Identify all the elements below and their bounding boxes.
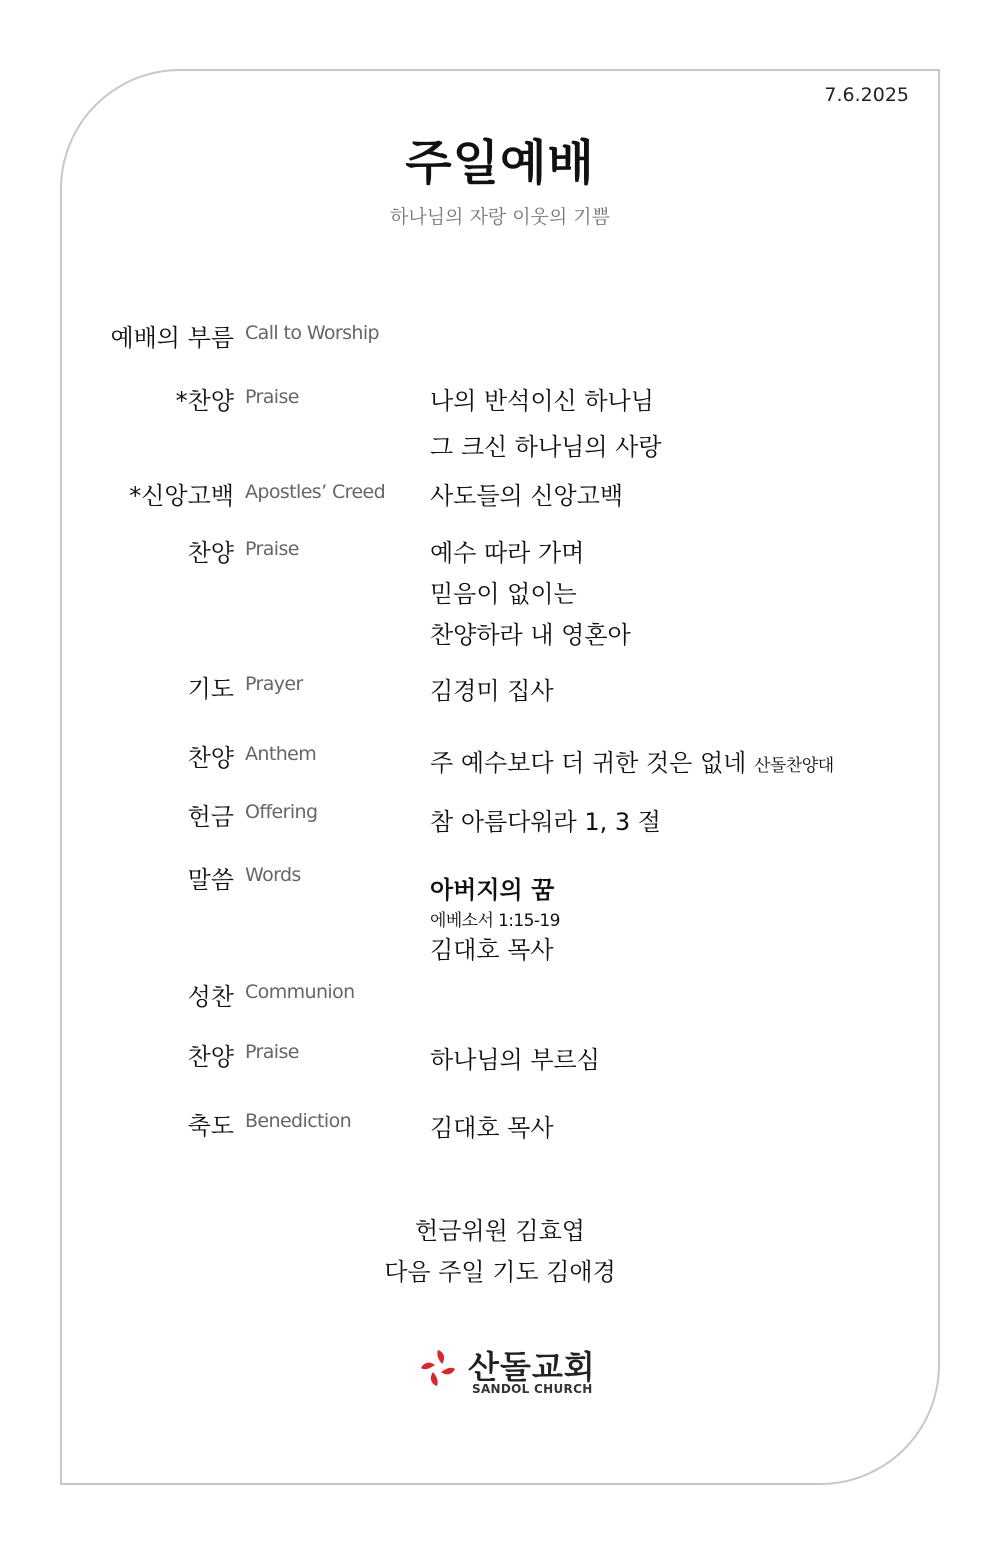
order-value: 예수 따라 가며 (430, 539, 585, 567)
order-value: 찬양하라 내 영혼아 (430, 621, 631, 649)
order-english: Call to Worship (245, 322, 380, 344)
page-subtitle: 하나님의 자랑 이웃의 기쁨 (389, 206, 610, 228)
order-value (430, 743, 834, 778)
order-english: Benediction (245, 1110, 352, 1132)
service-date: 7.6.2025 (824, 84, 909, 106)
order-english: Offering (245, 801, 318, 823)
choir-name: 산돌찬양대 (754, 756, 834, 776)
order-label: *찬양 (175, 387, 234, 415)
order-english: Praise (245, 386, 299, 408)
order-label: 기도 (187, 675, 234, 703)
order-label: 성찬 (187, 983, 234, 1011)
church-logo (418, 1342, 596, 1402)
sermon-title: 아버지의 꿈 (430, 876, 555, 904)
order-english: Anthem (245, 743, 317, 765)
order-value: 참 아름다워라 1, 3 절 (430, 808, 661, 836)
offering-committee: 헌금위원 김효엽 (415, 1217, 585, 1245)
page-title: 주일예배 (405, 135, 595, 191)
scripture-reference: 에베소서 1:15-19 (430, 911, 560, 931)
church-logo-mark-icon (418, 1348, 458, 1388)
order-label: 찬양 (187, 1043, 234, 1071)
order-label: 찬양 (187, 744, 234, 772)
order-label: 축도 (187, 1112, 234, 1140)
order-value: 김대호 목사 (430, 1114, 554, 1142)
order-label: 예배의 부름 (110, 324, 234, 352)
order-english: Communion (245, 981, 355, 1003)
order-value: 하나님의 부르심 (430, 1046, 600, 1074)
preacher: 김대호 목사 (430, 936, 554, 964)
order-label: *신앙고백 (129, 482, 234, 510)
next-week-prayer: 다음 주일 기도 김애경 (384, 1258, 616, 1286)
anthem-title: 주 예수보다 더 귀한 것은 없네 (430, 749, 747, 777)
order-label: 찬양 (187, 539, 234, 567)
order-value: 사도들의 신앙고백 (430, 482, 624, 510)
order-value: 나의 반석이신 하나님 (430, 387, 654, 415)
order-value: 김경미 집사 (430, 677, 554, 705)
order-english: Prayer (245, 673, 303, 695)
order-value: 믿음이 없이는 (430, 580, 577, 608)
church-name-korean: 산돌교회 (468, 1348, 596, 1386)
order-english: Words (245, 864, 301, 886)
order-english: Apostles’ Creed (245, 481, 386, 503)
order-value: 그 크신 하나님의 사랑 (430, 433, 662, 461)
church-name-english: SANDOL CHURCH (472, 1382, 593, 1396)
order-label: 말씀 (187, 866, 234, 894)
order-english: Praise (245, 1041, 299, 1063)
order-label: 헌금 (187, 803, 234, 831)
order-english: Praise (245, 538, 299, 560)
